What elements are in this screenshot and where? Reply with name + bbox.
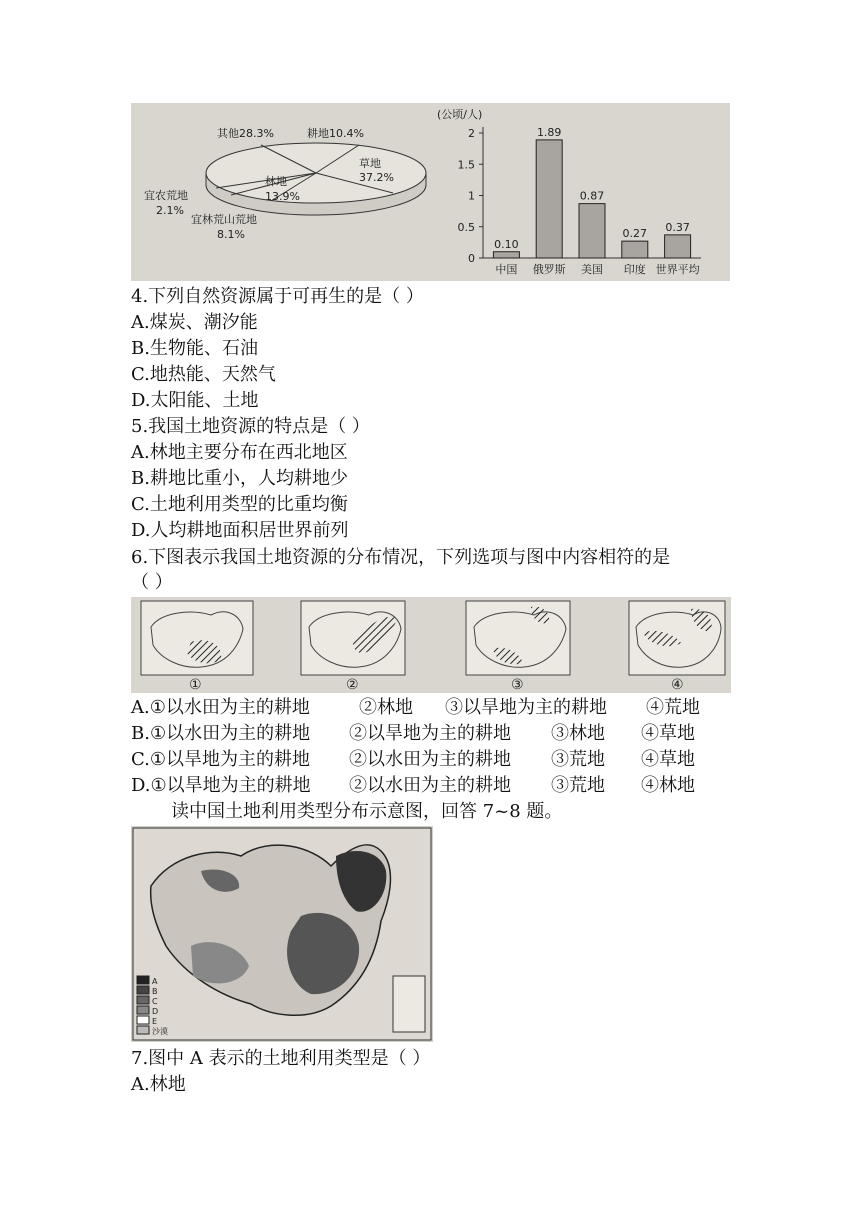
bar-2 bbox=[579, 204, 605, 258]
q6-d-3: ③荒地 bbox=[551, 775, 605, 796]
bar-4 bbox=[665, 235, 691, 258]
map-panel-3 bbox=[466, 601, 570, 693]
pie-value-forest: 13.9% bbox=[265, 190, 300, 203]
question-4-option-c[interactable]: C.地热能、天然气 bbox=[131, 364, 276, 385]
legend-swatch bbox=[137, 1006, 149, 1014]
question-6-option-c[interactable] bbox=[131, 748, 695, 772]
q6-a-4: ④荒地 bbox=[646, 697, 700, 718]
bar-value-label: 0.10 bbox=[494, 237, 519, 251]
legend-swatch bbox=[137, 986, 149, 994]
pie-label-forestable-wasteland: 宜林荒山荒地 bbox=[191, 213, 257, 226]
legend-label: 沙漠 bbox=[152, 1027, 168, 1036]
bar-y-tick-label: 1.5 bbox=[457, 158, 475, 172]
per-capita-cropland-bar-chart bbox=[437, 107, 701, 276]
question-5-option-a[interactable]: A.林地主要分布在西北地区 bbox=[131, 442, 348, 463]
pie-label-cropland: 耕地10.4% bbox=[307, 127, 364, 140]
legend-label: A bbox=[152, 977, 158, 986]
bar-y-tick-label: 2 bbox=[468, 127, 475, 140]
bar-value-label: 0.37 bbox=[665, 220, 690, 234]
china-land-use-map bbox=[131, 826, 433, 1042]
legend-swatch bbox=[137, 1026, 149, 1034]
question-6-option-b[interactable] bbox=[131, 722, 695, 746]
bar-y-tick-label: 1 bbox=[468, 189, 475, 203]
map-label-1: ① bbox=[189, 677, 202, 693]
bar-value-label: 0.27 bbox=[622, 227, 648, 241]
legend-swatch bbox=[137, 996, 149, 1004]
land-use-pie bbox=[144, 126, 426, 241]
pie-value-grassland: 37.2% bbox=[359, 171, 394, 184]
q6-b-1: B.①以水田为主的耕地 bbox=[131, 723, 311, 744]
map-panel-2 bbox=[301, 601, 405, 693]
map-panel-1 bbox=[141, 601, 253, 693]
bar-value-label: 0.87 bbox=[579, 189, 605, 203]
q6-c-3: ③荒地 bbox=[551, 749, 605, 770]
bar-y-tick-label: 0.5 bbox=[457, 220, 475, 234]
map-label-4: ④ bbox=[671, 677, 684, 693]
bar-1 bbox=[536, 140, 562, 258]
questions-7-8-intro: 读中国土地利用类型分布示意图，回答 7~8 题。 bbox=[171, 801, 563, 822]
legend-label: E bbox=[152, 1017, 158, 1026]
q6-a-1: A.①以水田为主的耕地 bbox=[131, 697, 310, 718]
bar-value-label: 1.89 bbox=[536, 125, 562, 139]
q6-c-4: ④草地 bbox=[641, 749, 695, 770]
q6-a-2: ②林地 bbox=[359, 697, 413, 718]
bar-3 bbox=[622, 241, 648, 258]
china-land-distribution-maps bbox=[131, 597, 731, 693]
bar-category-label: 世界平均 bbox=[655, 263, 700, 276]
question-6-option-d[interactable] bbox=[131, 774, 695, 798]
q6-b-3: ③林地 bbox=[551, 723, 605, 744]
question-6-stem: 6.下图表示我国土地资源的分布情况，下列选项与图中内容相符的是 bbox=[131, 547, 671, 568]
pie-value-arable-wasteland: 2.1% bbox=[156, 204, 184, 217]
q6-b-4: ④草地 bbox=[641, 723, 695, 744]
land-resource-figure-svg bbox=[131, 103, 730, 281]
pie-label-forest: 林地 bbox=[265, 175, 287, 188]
question-5-option-d[interactable]: D.人均耕地面积居世界前列 bbox=[131, 520, 349, 541]
question-5-option-b[interactable]: B.耕地比重小，人均耕地少 bbox=[131, 468, 348, 489]
legend-swatch bbox=[137, 976, 149, 984]
bar-category-label: 中国 bbox=[495, 263, 518, 276]
question-6-option-a[interactable] bbox=[131, 696, 700, 720]
question-7-stem: 7.图中 A 表示的土地利用类型是（ ） bbox=[131, 1048, 431, 1069]
land-resource-figure bbox=[131, 103, 730, 281]
map-panel-4 bbox=[629, 601, 725, 693]
bar-0 bbox=[493, 252, 519, 258]
legend-label: D bbox=[152, 1007, 159, 1016]
map-label-2: ② bbox=[346, 677, 359, 693]
legend-label: B bbox=[152, 987, 158, 996]
question-4-option-d[interactable]: D.太阳能、土地 bbox=[131, 390, 259, 411]
question-5-option-c[interactable]: C.土地利用类型的比重均衡 bbox=[131, 494, 348, 515]
question-6-stem-cont: （ ） bbox=[131, 572, 173, 593]
pie-label-grassland: 草地 bbox=[359, 157, 381, 170]
bar-category-label: 美国 bbox=[581, 263, 603, 276]
q6-d-4: ④林地 bbox=[641, 775, 695, 796]
bar-category-label: 俄罗斯 bbox=[532, 263, 566, 276]
land-use-map-svg bbox=[131, 826, 433, 1042]
pie-label-arable-wasteland: 宜农荒地 bbox=[144, 189, 188, 202]
bar-unit-label: (公顷/人) bbox=[437, 108, 483, 121]
pie-label-other: 其他28.3% bbox=[217, 127, 274, 140]
q6-d-1: D.①以旱地为主的耕地 bbox=[131, 775, 311, 796]
q6-d-2: ②以水田为主的耕地 bbox=[349, 775, 511, 796]
q6-c-2: ②以水田为主的耕地 bbox=[349, 749, 511, 770]
q6-c-1: C.①以旱地为主的耕地 bbox=[131, 749, 310, 770]
question-4-option-a[interactable]: A.煤炭、潮汐能 bbox=[131, 312, 258, 333]
question-4-option-b[interactable]: B.生物能、石油 bbox=[131, 338, 258, 359]
legend-swatch bbox=[137, 1016, 149, 1024]
q6-b-2: ②以旱地为主的耕地 bbox=[349, 723, 511, 744]
china-maps-svg bbox=[131, 597, 731, 693]
pie-value-forestable-wasteland: 8.1% bbox=[217, 228, 245, 241]
question-4-stem: 4.下列自然资源属于可再生的是（ ） bbox=[131, 286, 424, 307]
question-7-option-a[interactable]: A.林地 bbox=[131, 1074, 186, 1095]
legend-label: C bbox=[152, 997, 158, 1006]
question-5-stem: 5.我国土地资源的特点是（ ） bbox=[131, 416, 370, 437]
q6-a-3: ③以旱地为主的耕地 bbox=[445, 697, 607, 718]
map-label-3: ③ bbox=[511, 677, 524, 693]
bar-y-tick-label: 0 bbox=[468, 252, 475, 265]
bar-category-label: 印度 bbox=[623, 263, 646, 276]
